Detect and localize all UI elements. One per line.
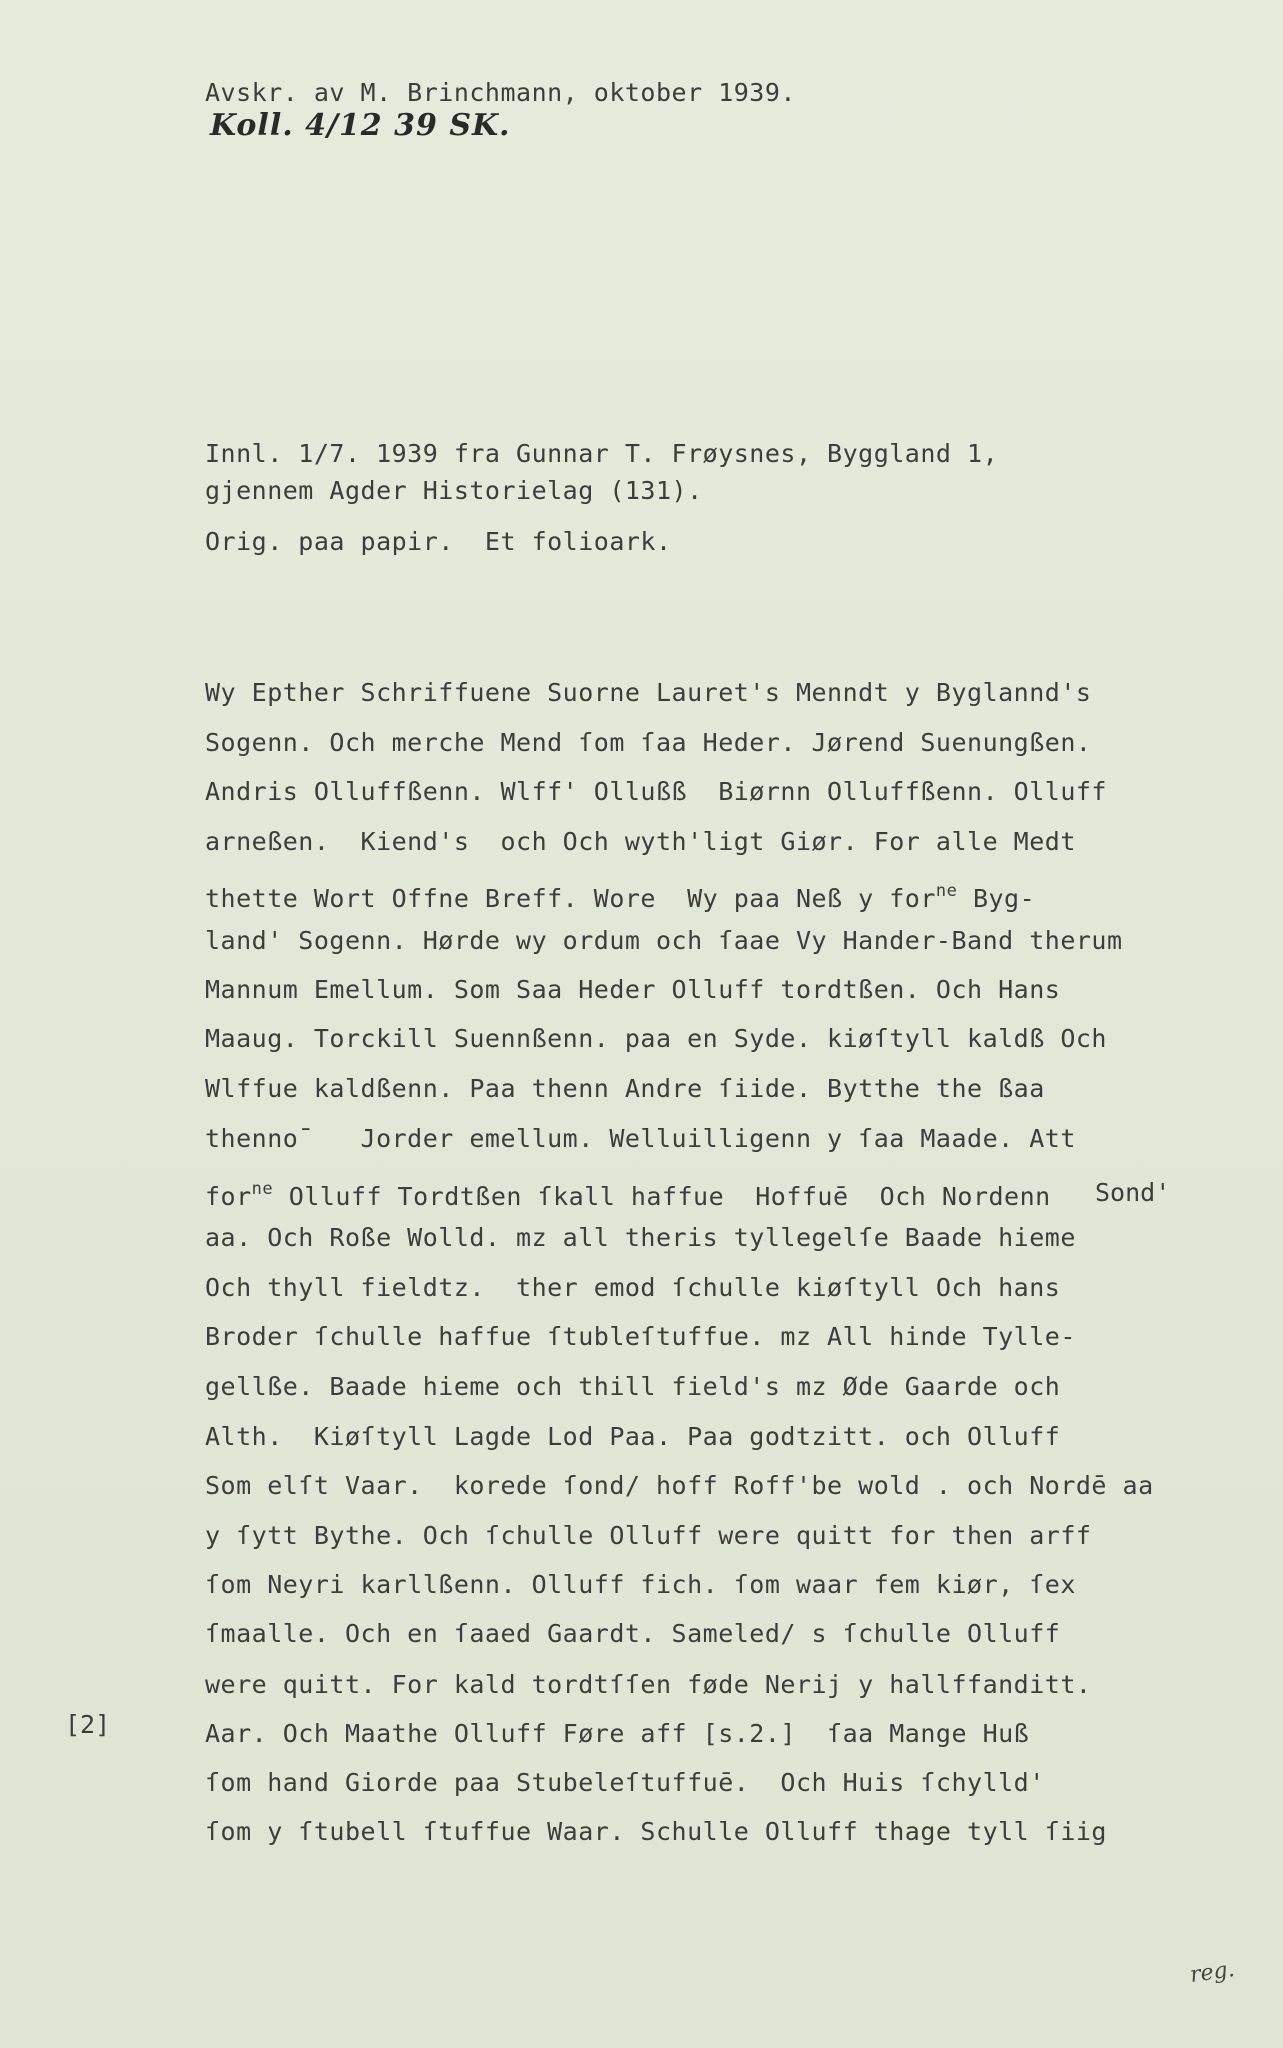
source-line-2: gjennem Agder Historielag (131). bbox=[205, 476, 703, 505]
body-line: Wlffue kaldßenn. Paa thenn Andre ſiide. Bytthe the ßaa bbox=[205, 1074, 1045, 1103]
body-text: Olluff Tordtßen ſkall haffue Hoffuē Och Nordenn bbox=[273, 1182, 1051, 1211]
side-note: Sond' bbox=[1095, 1178, 1171, 1207]
body-text: Byg- bbox=[957, 884, 1036, 913]
body-line: thenno¯ Jorder emellum. Welluilligenn y ſaa Maade. Att bbox=[205, 1124, 1076, 1153]
body-line: y ſytt Bythe. Och ſchulle Olluff were quitt for then arff bbox=[205, 1521, 1092, 1550]
body-line: ſom Neyri karllßenn. Olluff fich. ſom waar fem kiør, ſex bbox=[205, 1570, 1076, 1599]
body-line: Wy Epther Schriffuene Suorne Lauret's Menndt y Byglannd's bbox=[205, 678, 1092, 707]
body-line: land' Sogenn. Hørde wy ordum och ſaae Vy Hander-Band therum bbox=[205, 926, 1123, 955]
body-line: Alth. Kiøſtyll Lagde Lod Paa. Paa godtzitt. och Olluff bbox=[205, 1422, 1061, 1451]
source-line-1: Innl. 1/7. 1939 fra Gunnar T. Frøysnes, Byggland 1, bbox=[205, 439, 999, 468]
body-line: Broder ſchulle haffue ſtubleſtuffue. mz All hinde Tylle- bbox=[205, 1322, 1076, 1351]
reg-mark: reg. bbox=[1188, 1957, 1237, 1988]
body-line: ſmaalle. Och en ſaaed Gaardt. Sameled/ s ſchulle Olluff bbox=[205, 1619, 1061, 1648]
body-line: were quitt. For kald tordtſſen føde Nerij y hallffanditt. bbox=[205, 1670, 1092, 1699]
body-line: ſom y ſtubell ſtuffue Waar. Schulle Olluff thage tyll ſiig bbox=[205, 1817, 1107, 1846]
body-text: for bbox=[205, 1182, 252, 1211]
page-marker: [2] bbox=[65, 1710, 111, 1739]
body-line: Andris Olluffßenn. Wlff' Ollußß Biørnn Olluffßenn. Olluff bbox=[205, 777, 1107, 806]
transcription-credit: Avskr. av M. Brinchmann, oktober 1939. bbox=[205, 78, 796, 107]
body-line: Aar. Och Maathe Olluff Føre aff [s.2.] ſaa Mange Huß bbox=[205, 1719, 1030, 1748]
superscript: ne bbox=[251, 1179, 274, 1199]
body-line: ſom hand Giorde paa Stubeleſtuffuē. Och Huis ſchylld' bbox=[205, 1768, 1045, 1797]
body-line: Som elſt Vaar. korede ſond/ hoff Roff'be wold . och Nordē aa bbox=[205, 1471, 1154, 1500]
handwritten-reference: Koll. 4/12 39 SK. bbox=[210, 108, 511, 143]
body-line: Sogenn. Och merche Mend ſom ſaa Heder. Jørend Suenungßen. bbox=[205, 728, 1092, 757]
body-line: Och thyll fieldtz. ther emod ſchulle kiøſtyll Och hans bbox=[205, 1273, 1061, 1302]
body-line: Mannum Emellum. Som Saa Heder Olluff tordtßen. Och Hans bbox=[205, 975, 1061, 1004]
body-line: aa. Och Roße Wolld. mz all theris tyllegelſe Baade hieme bbox=[205, 1223, 1076, 1252]
source-line-3: Orig. paa papir. Et folioark. bbox=[205, 527, 672, 556]
body-line bbox=[205, 874, 1035, 916]
body-line: arneßen. Kiend's och Och wyth'ligt Giør. For alle Medt bbox=[205, 827, 1076, 856]
body-text: thette Wort Offne Breff. Wore Wy paa Neß y for bbox=[205, 884, 936, 913]
superscript: ne bbox=[935, 881, 958, 901]
body-line: Maaug. Torckill Suennßenn. paa en Syde. kiøſtyll kaldß Och bbox=[205, 1024, 1107, 1053]
body-line bbox=[205, 1172, 1051, 1214]
body-line: gellße. Baade hieme och thill field's mz Øde Gaarde och bbox=[205, 1372, 1061, 1401]
